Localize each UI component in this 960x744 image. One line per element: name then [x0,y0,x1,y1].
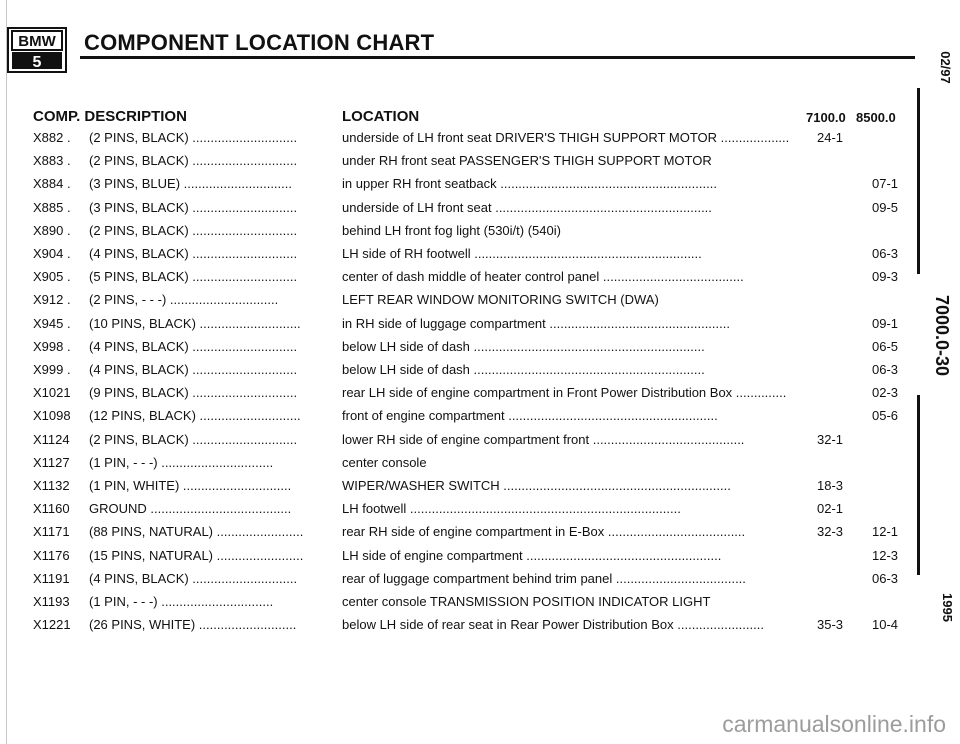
component-description: (10 PINS, BLACK) ............................ [89,316,301,331]
component-location: behind LH front fog light (530i/t) (540i) [342,223,561,238]
component-location: LEFT REAR WINDOW MONITORING SWITCH (DWA) [342,292,659,307]
ref-8500: 05-6 [871,408,899,423]
component-id: X884 . [33,176,71,191]
component-id: X905 . [33,269,71,284]
ref-7100: 32-1 [816,432,844,447]
ref-8500: 06-3 [871,246,899,261]
component-id: X1021 [33,385,71,400]
table-row [0,269,920,291]
component-id: X904 . [33,246,71,261]
table-row [0,246,920,268]
side-label-date: 02/97 [938,51,954,84]
table-row [0,223,920,245]
component-description: (4 PINS, BLACK) ............................. [89,246,298,261]
table-row [0,153,920,175]
component-description: (1 PIN, WHITE) .............................. [89,478,292,493]
component-description: (4 PINS, BLACK) ............................. [89,571,298,586]
component-location: underside of LH front seat DRIVER'S THIGH SUPPORT MOTOR ................... [342,130,790,145]
component-description: (3 PINS, BLUE) .............................. [89,176,292,191]
component-location: LH side of engine compartment ...................................................... [342,548,722,563]
ref-8500: 12-3 [871,548,899,563]
ref-8500: 02-3 [871,385,899,400]
component-location: rear of luggage compartment behind trim panel .................................... [342,571,746,586]
component-location: LH side of RH footwell ............................................................... [342,246,702,261]
component-id: X945 . [33,316,71,331]
table-row [0,408,920,430]
logo-text: BMW [18,33,56,50]
component-location: center of dash middle of heater control panel ....................................... [342,269,744,284]
table-row [0,478,920,500]
component-location: underside of LH front seat ............................................................ [342,200,712,215]
watermark: carmanualsonline.info [722,711,946,737]
ref-7100: 35-3 [816,617,844,632]
component-location: rear LH side of engine compartment in Front Power Distribution Box .............. [342,385,787,400]
table-row [0,455,920,477]
component-id: X912 . [33,292,71,307]
side-bar-top [917,88,920,274]
component-location: in RH side of luggage compartment .................................................. [342,316,730,331]
ref-7100: 24-1 [816,130,844,145]
ref-7100: 32-3 [816,524,844,539]
ref-8500: 12-1 [871,524,899,539]
component-description: (1 PIN, - - -) ............................... [89,594,274,609]
page-title: COMPONENT LOCATION CHART [84,30,435,55]
table-row [0,594,920,616]
component-description: (4 PINS, BLACK) ............................. [89,339,298,354]
component-id: X1127 [33,455,70,470]
table-row [0,524,920,546]
component-id: X882 . [33,130,71,145]
component-id: X1176 [33,548,70,563]
component-description: (2 PINS, BLACK) ............................. [89,153,298,168]
component-id: X1160 [33,501,70,516]
component-id: X1124 [33,432,70,447]
header-comp-desc: COMP. DESCRIPTION [33,108,187,125]
component-description: (2 PINS, BLACK) ............................. [89,223,298,238]
component-id: X999 . [33,362,71,377]
component-description: (5 PINS, BLACK) ............................. [89,269,298,284]
component-location: below LH side of dash ................................................................ [342,339,705,354]
table-row [0,339,920,361]
table-row [0,548,920,570]
component-location: under RH front seat PASSENGER'S THIGH SUPPORT MOTOR [342,153,712,168]
ref-8500: 09-1 [871,316,899,331]
component-description: (2 PINS, BLACK) ............................. [89,130,298,145]
component-description: (88 PINS, NATURAL) ........................ [89,524,304,539]
table-row [0,362,920,384]
ref-8500: 09-5 [871,200,899,215]
bmw-logo [7,27,67,73]
table-row [0,292,920,314]
ref-8500: 07-1 [871,176,899,191]
component-id: X1171 [33,524,70,539]
component-location: LH footwell ........................................................................... [342,501,681,516]
component-location: center console TRANSMISSION POSITION INDICATOR LIGHT [342,594,711,609]
table-row [0,501,920,523]
component-description: (15 PINS, NATURAL) ........................ [89,548,304,563]
component-id: X1221 [33,617,71,632]
table-row [0,200,920,222]
ref-8500: 06-3 [871,362,899,377]
ref-8500: 06-3 [871,571,899,586]
side-bar-middle [917,395,920,575]
component-description: (2 PINS, BLACK) ............................. [89,432,298,447]
component-location: center console [342,455,427,470]
component-id: X890 . [33,223,71,238]
component-id: X1098 [33,408,71,423]
header-location: LOCATION [342,108,420,125]
table-row [0,385,920,407]
header-7100: 7100.0 [806,110,846,125]
ref-7100: 02-1 [816,501,844,516]
side-label-year: 1995 [940,593,956,622]
component-id: X1191 [33,571,70,586]
component-description: GROUND ....................................... [89,501,292,516]
table-row [0,316,920,338]
logo-number: 5 [32,54,42,71]
component-location: front of engine compartment .......................................................... [342,408,718,423]
header-8500: 8500.0 [856,110,896,125]
component-id: X998 . [33,339,71,354]
ref-8500: 09-3 [871,269,899,284]
ref-8500: 10-4 [871,617,899,632]
ref-7100: 18-3 [816,478,844,493]
component-location: in upper RH front seatback ............................................................ [342,176,717,191]
component-description: (9 PINS, BLACK) ............................. [89,385,298,400]
component-location: below LH side of dash ................................................................ [342,362,705,377]
table-row [0,130,920,152]
component-description: (4 PINS, BLACK) ............................. [89,362,298,377]
component-location: WIPER/WASHER SWITCH ............................................................... [342,478,731,493]
ref-8500: 06-5 [871,339,899,354]
table-row [0,571,920,593]
table-row [0,176,920,198]
side-label-page: 7000.0-30 [931,294,952,377]
component-id: X1193 [33,594,70,609]
component-id: X885 . [33,200,71,215]
component-description: (2 PINS, - - -) .............................. [89,292,279,307]
table-row [0,617,920,639]
component-id: X1132 [33,478,70,493]
component-description: (1 PIN, - - -) ............................... [89,455,274,470]
title-rule [80,56,915,59]
component-location: rear RH side of engine compartment in E-Box ...................................... [342,524,746,539]
component-id: X883 . [33,153,71,168]
component-description: (26 PINS, WHITE) ........................... [89,617,297,632]
component-description: (3 PINS, BLACK) ............................. [89,200,298,215]
component-description: (12 PINS, BLACK) ............................ [89,408,301,423]
table-row [0,432,920,454]
component-location: lower RH side of engine compartment front .......................................... [342,432,745,447]
component-location: below LH side of rear seat in Rear Power Distribution Box ........................ [342,617,764,632]
